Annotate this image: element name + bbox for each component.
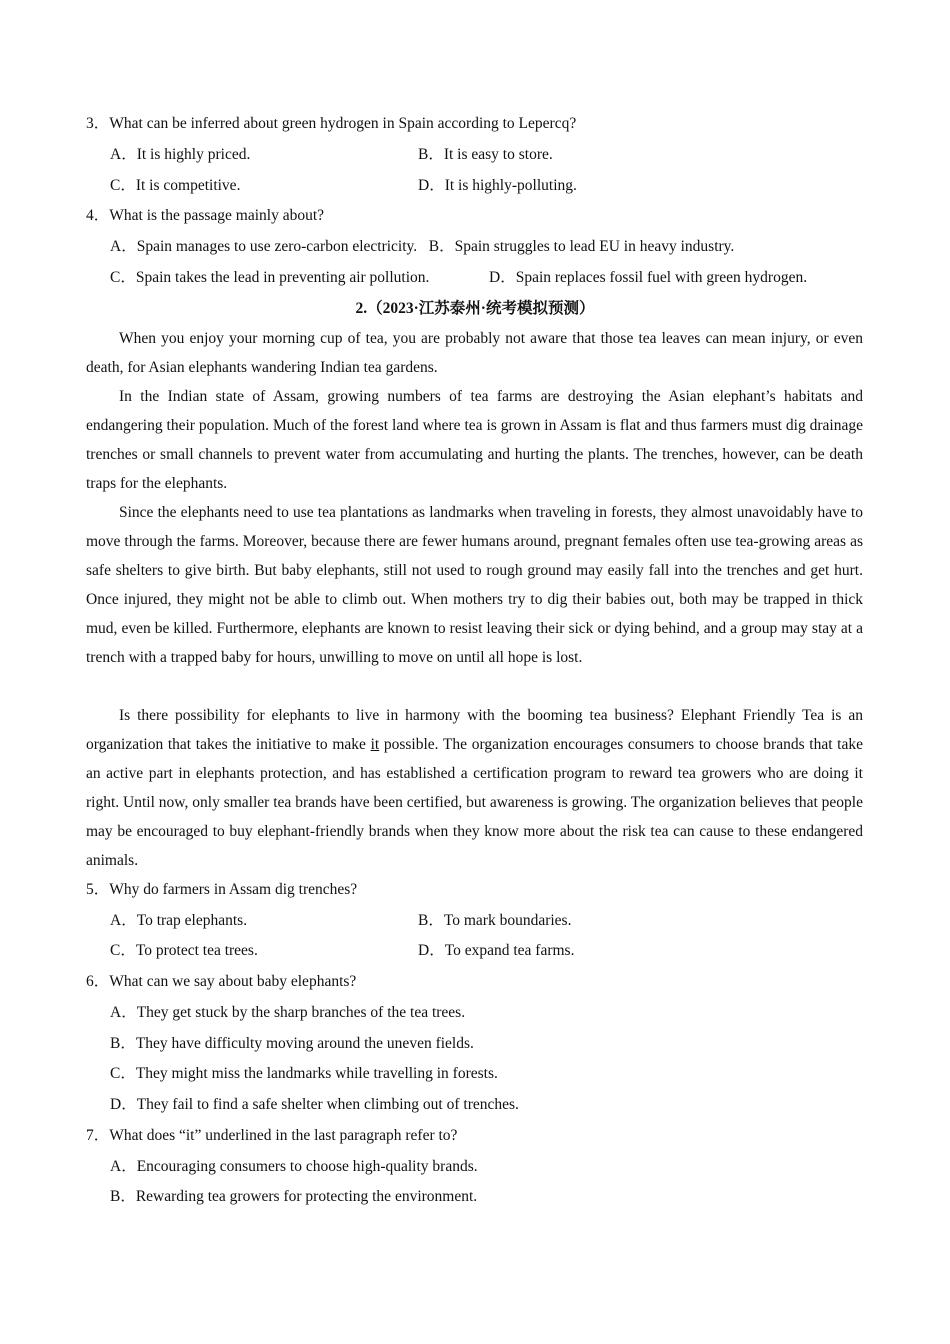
paragraph-4-start: Is there possibility for elephants to live in harmony with the booming tea business? Elephant Friendly Tea is an organization that takes the initiative to make bbox=[86, 707, 863, 753]
question-6-option-a: A．They get stuck by the sharp branches of the tea trees. bbox=[110, 1004, 466, 1021]
passage-paragraph-3: Since the elephants need to use tea plantations as landmarks when traveling in forests, they almost unavoidably have to move through the farms. Moreover, because there are fewer humans around, pregnant females often use tea-growing areas as safe shelters to give birth. But baby elephants, still not used to rough ground may easily fall into the trenches and get hurt. Once injured, they might not be able to climb out. When mothers try to dig their babies out, both may be trapped in thick mud, even be killed. Furthermore, elephants are known to resist leaving their sick or dying behind, and a group may stay at a trench with a trapped baby for hours, unwilling to move on until all hope is lost. bbox=[86, 504, 863, 666]
question-5-option-b: B．To mark boundaries. bbox=[418, 912, 572, 929]
question-7-option-a: A．Encouraging consumers to choose high-quality brands. bbox=[110, 1158, 478, 1175]
passage-paragraph-2: In the Indian state of Assam, growing numbers of tea farms are destroying the Asian elephant’s habitats and endangering their population. Much of the forest land where tea is grown in Assam is flat and thus farmers must dig drainage trenches or small channels to prevent water from accumulating and hurting the plants. The trenches, however, can be death traps for the elephants. bbox=[86, 388, 863, 492]
section-heading: 2.（2023·江苏泰州·统考模拟预测） bbox=[355, 300, 595, 317]
question-3-option-a: A．It is highly priced. bbox=[110, 146, 251, 163]
passage-paragraph-4 bbox=[86, 701, 863, 875]
paragraph-4-end: possible. The organization encourages consumers to choose brands that take an active part in elephants protection, and has established a certification program to reward tea growers who are doing it right. Until now, only smaller tea brands have been certified, but awareness is growing. The organization believes that people may be encouraged to buy elephant-friendly brands when they know more about the risk tea can cause to these endangered animals. bbox=[86, 736, 864, 869]
question-4-options-a-b: A．Spain manages to use zero-carbon electricity. B．Spain struggles to lead EU in heavy industry. bbox=[110, 238, 735, 255]
question-5-option-c: C．To protect tea trees. bbox=[110, 942, 258, 959]
question-6-stem: 6．What can we say about baby elephants? bbox=[86, 973, 357, 990]
passage-paragraph-1: When you enjoy your morning cup of tea, you are probably not aware that those tea leaves can mean injury, or even death, for Asian elephants wandering Indian tea gardens. bbox=[86, 330, 863, 376]
question-6-option-d: D．They fail to find a safe shelter when climbing out of trenches. bbox=[110, 1096, 519, 1113]
underlined-it: it bbox=[370, 736, 380, 753]
question-5-option-d: D．To expand tea farms. bbox=[418, 942, 575, 959]
question-3-option-d: D．It is highly-polluting. bbox=[418, 177, 577, 194]
question-3-option-b: B．It is easy to store. bbox=[418, 146, 553, 163]
question-6-option-c: C．They might miss the landmarks while travelling in forests. bbox=[110, 1065, 498, 1082]
question-4-option-c: C．Spain takes the lead in preventing air pollution. bbox=[110, 269, 430, 286]
question-3-option-c: C．It is competitive. bbox=[110, 177, 241, 194]
question-4-option-d: D．Spain replaces fossil fuel with green hydrogen. bbox=[489, 269, 808, 286]
question-5-option-a: A．To trap elephants. bbox=[110, 912, 248, 929]
question-3-stem: 3．What can be inferred about green hydrogen in Spain according to Lepercq? bbox=[86, 115, 577, 132]
question-6-option-b: B．They have difficulty moving around the uneven fields. bbox=[110, 1035, 474, 1052]
question-7-option-b: B．Rewarding tea growers for protecting the environment. bbox=[110, 1188, 478, 1205]
question-4-stem: 4．What is the passage mainly about? bbox=[86, 207, 325, 224]
question-5-stem: 5．Why do farmers in Assam dig trenches? bbox=[86, 881, 358, 898]
question-7-stem: 7．What does “it” underlined in the last paragraph refer to? bbox=[86, 1127, 458, 1144]
